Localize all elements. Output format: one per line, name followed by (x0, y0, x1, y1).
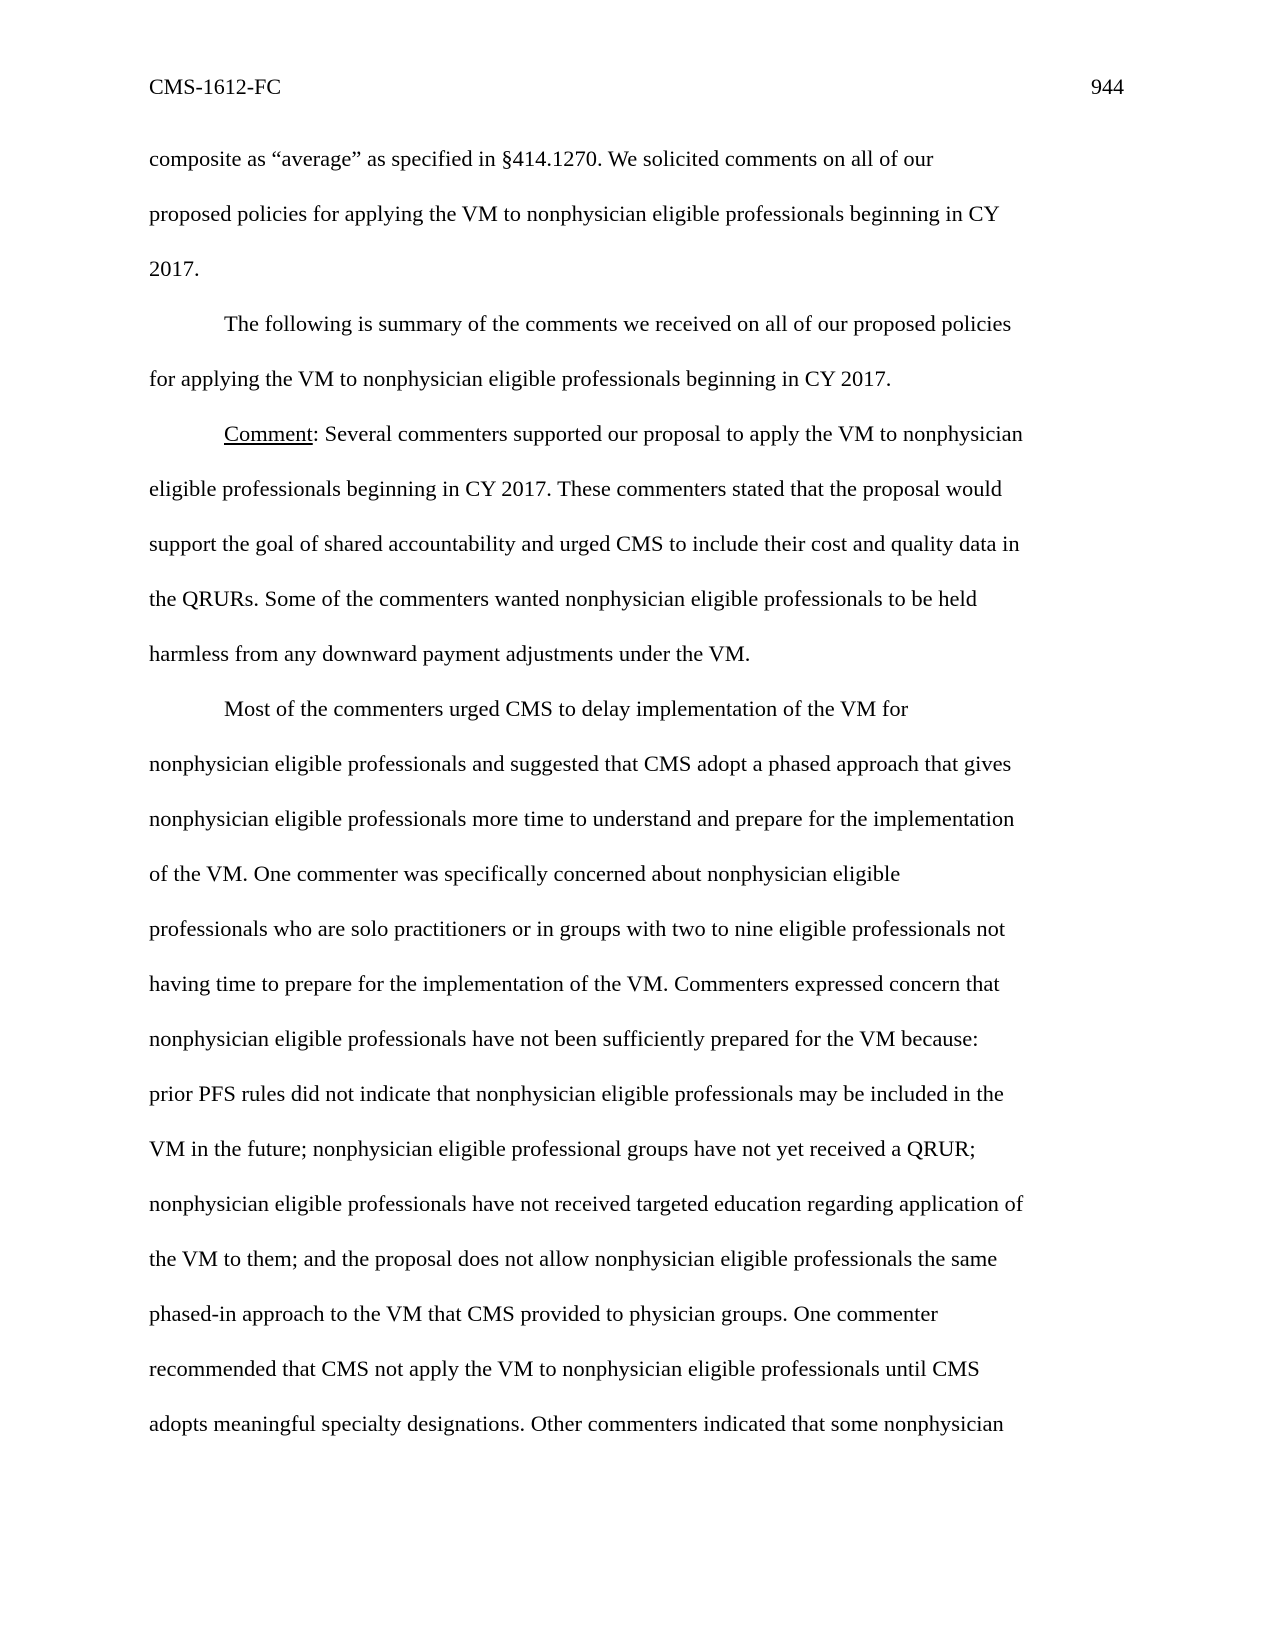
comment-text: : Several commenters supported our proposal to apply the VM to nonphysician (312, 421, 1023, 446)
text-line: VM in the future; nonphysician eligible professional groups have not yet received a QRUR; (149, 1136, 976, 1161)
text-line: having time to prepare for the implementation of the VM. Commenters expressed concern that (149, 971, 1000, 996)
comment-label: Comment (224, 421, 313, 446)
text-line: nonphysician eligible professionals and suggested that CMS adopt a phased approach that gives (149, 751, 1012, 776)
text-line: professionals who are solo practitioners or in groups with two to nine eligible professionals not (149, 916, 1006, 941)
text-line: eligible professionals beginning in CY 2017. These commenters stated that the proposal would (149, 476, 1002, 501)
text-line: phased-in approach to the VM that CMS provided to physician groups. One commenter (149, 1301, 938, 1326)
document-id: CMS-1612-FC (149, 74, 282, 99)
text-line: nonphysician eligible professionals have not received targeted education regarding application of (149, 1191, 1024, 1216)
text-line: proposed policies for applying the VM to nonphysician eligible professionals beginning in CY (149, 201, 1000, 226)
page-number: 944 (1091, 74, 1124, 99)
text-line: nonphysician eligible professionals have not been sufficiently prepared for the VM because: (149, 1026, 979, 1051)
text-line: of the VM. One commenter was specifically concerned about nonphysician eligible (149, 861, 901, 886)
paragraph-start: Most of the commenters urged CMS to delay implementation of the VM for (224, 696, 909, 721)
text-line: adopts meaningful specialty designations. Other commenters indicated that some nonphysician (149, 1411, 1004, 1436)
text-line: composite as “average” as specified in §414.1270. We solicited comments on all of our (149, 146, 934, 171)
text-line: the QRURs. Some of the commenters wanted nonphysician eligible professionals to be held (149, 586, 977, 611)
text-line: nonphysician eligible professionals more time to understand and prepare for the implementation (149, 806, 1015, 831)
text-line: the VM to them; and the proposal does not allow nonphysician eligible professionals the same (149, 1246, 998, 1271)
paragraph-start: The following is summary of the comments we received on all of our proposed policies (224, 311, 1012, 336)
comment-paragraph-start (224, 420, 1023, 448)
text-line: prior PFS rules did not indicate that nonphysician eligible professionals may be included in the (149, 1081, 1004, 1106)
text-line: harmless from any downward payment adjustments under the VM. (149, 641, 751, 666)
text-line: for applying the VM to nonphysician eligible professionals beginning in CY 2017. (149, 366, 892, 391)
text-line: 2017. (149, 256, 200, 281)
text-line: recommended that CMS not apply the VM to nonphysician eligible professionals until CMS (149, 1356, 980, 1381)
text-line: support the goal of shared accountability and urged CMS to include their cost and quality data in (149, 531, 1020, 556)
